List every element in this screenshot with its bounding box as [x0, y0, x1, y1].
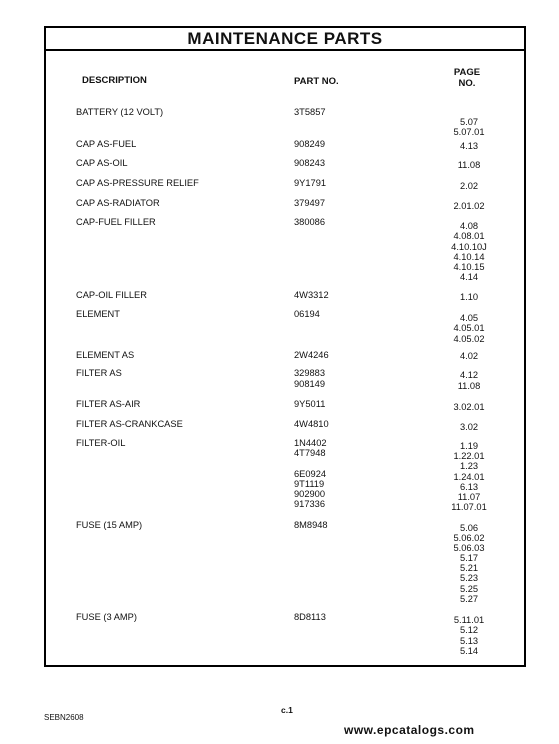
row-part: 3T5857	[294, 107, 326, 117]
row-description: FUSE (15 AMP)	[76, 520, 143, 530]
row-pages: 3.02.01	[453, 402, 485, 412]
row-part: 8M8948	[294, 520, 328, 530]
header-part-no: PART NO.	[294, 76, 339, 87]
row-part: 2W4246	[294, 350, 329, 360]
row-part: 4W3312	[294, 290, 329, 300]
row-part: 379497	[294, 198, 326, 208]
row-description: BATTERY (12 VOLT)	[76, 107, 164, 117]
row-description: ELEMENT	[76, 309, 120, 319]
row-pages: 1.10	[459, 292, 479, 302]
row-part: 380086	[294, 217, 326, 227]
row-part: 8D8113	[294, 612, 326, 622]
row-part: 4W4810	[294, 419, 329, 429]
row-description: FILTER AS-CRANKCASE	[76, 419, 183, 429]
row-pages: 3.02	[459, 422, 479, 432]
row-pages: 5.07 5.07.01	[453, 116, 485, 138]
page-title: MAINTENANCE PARTS	[46, 28, 524, 51]
row-description: ELEMENT AS	[76, 350, 135, 360]
row-description: CAP-OIL FILLER	[76, 290, 147, 300]
row-pages: 1.19 1.22.01 1.23 1.24.01 6.13 11.07 11.07.01	[451, 441, 487, 513]
row-pages: 5.11.01 5.12 5.13 5.14	[453, 615, 485, 656]
page-number: c.1	[281, 705, 293, 715]
watermark: www.epcatalogs.com	[344, 723, 475, 737]
row-part: 1N4402 4T7948 6E0924 9T1119 902900 917336	[294, 438, 327, 510]
row-description: CAP AS-FUEL	[76, 139, 137, 149]
row-pages: 4.02	[459, 351, 479, 361]
row-pages: 4.05 4.05.01 4.05.02	[453, 313, 485, 344]
row-description: CAP-FUEL FILLER	[76, 217, 156, 227]
row-pages: 4.13	[459, 141, 479, 151]
row-description: CAP AS-PRESSURE RELIEF	[76, 178, 199, 188]
row-part: 908249	[294, 139, 326, 149]
row-part: 06194	[294, 309, 320, 319]
row-description: FILTER-OIL	[76, 438, 126, 448]
row-pages: 4.12 11.08	[457, 370, 481, 391]
row-pages: 2.02	[459, 181, 479, 191]
document-frame	[44, 26, 526, 667]
row-description: FUSE (3 AMP)	[76, 612, 137, 622]
row-description: FILTER AS	[76, 368, 122, 378]
document-id: SEBN2608	[44, 713, 84, 722]
row-pages: 2.01.02	[453, 201, 485, 211]
row-part: 9Y1791	[294, 178, 327, 188]
header-description: DESCRIPTION	[82, 75, 147, 86]
row-pages: 5.06 5.06.02 5.06.03 5.17 5.21 5.23 5.25 5.27	[453, 523, 485, 604]
row-pages: 4.08 4.08.01 4.10.10J 4.10.14 4.10.15 4.14	[451, 221, 487, 283]
row-pages: 11.08	[457, 160, 481, 170]
row-part: 9Y5011	[294, 399, 326, 409]
row-description: CAP AS-OIL	[76, 158, 128, 168]
header-page-no: PAGE NO.	[453, 67, 481, 89]
row-part: 329883 908149	[294, 368, 326, 389]
row-description: CAP AS-RADIATOR	[76, 198, 160, 208]
row-description: FILTER AS-AIR	[76, 399, 141, 409]
row-part: 908243	[294, 158, 326, 168]
